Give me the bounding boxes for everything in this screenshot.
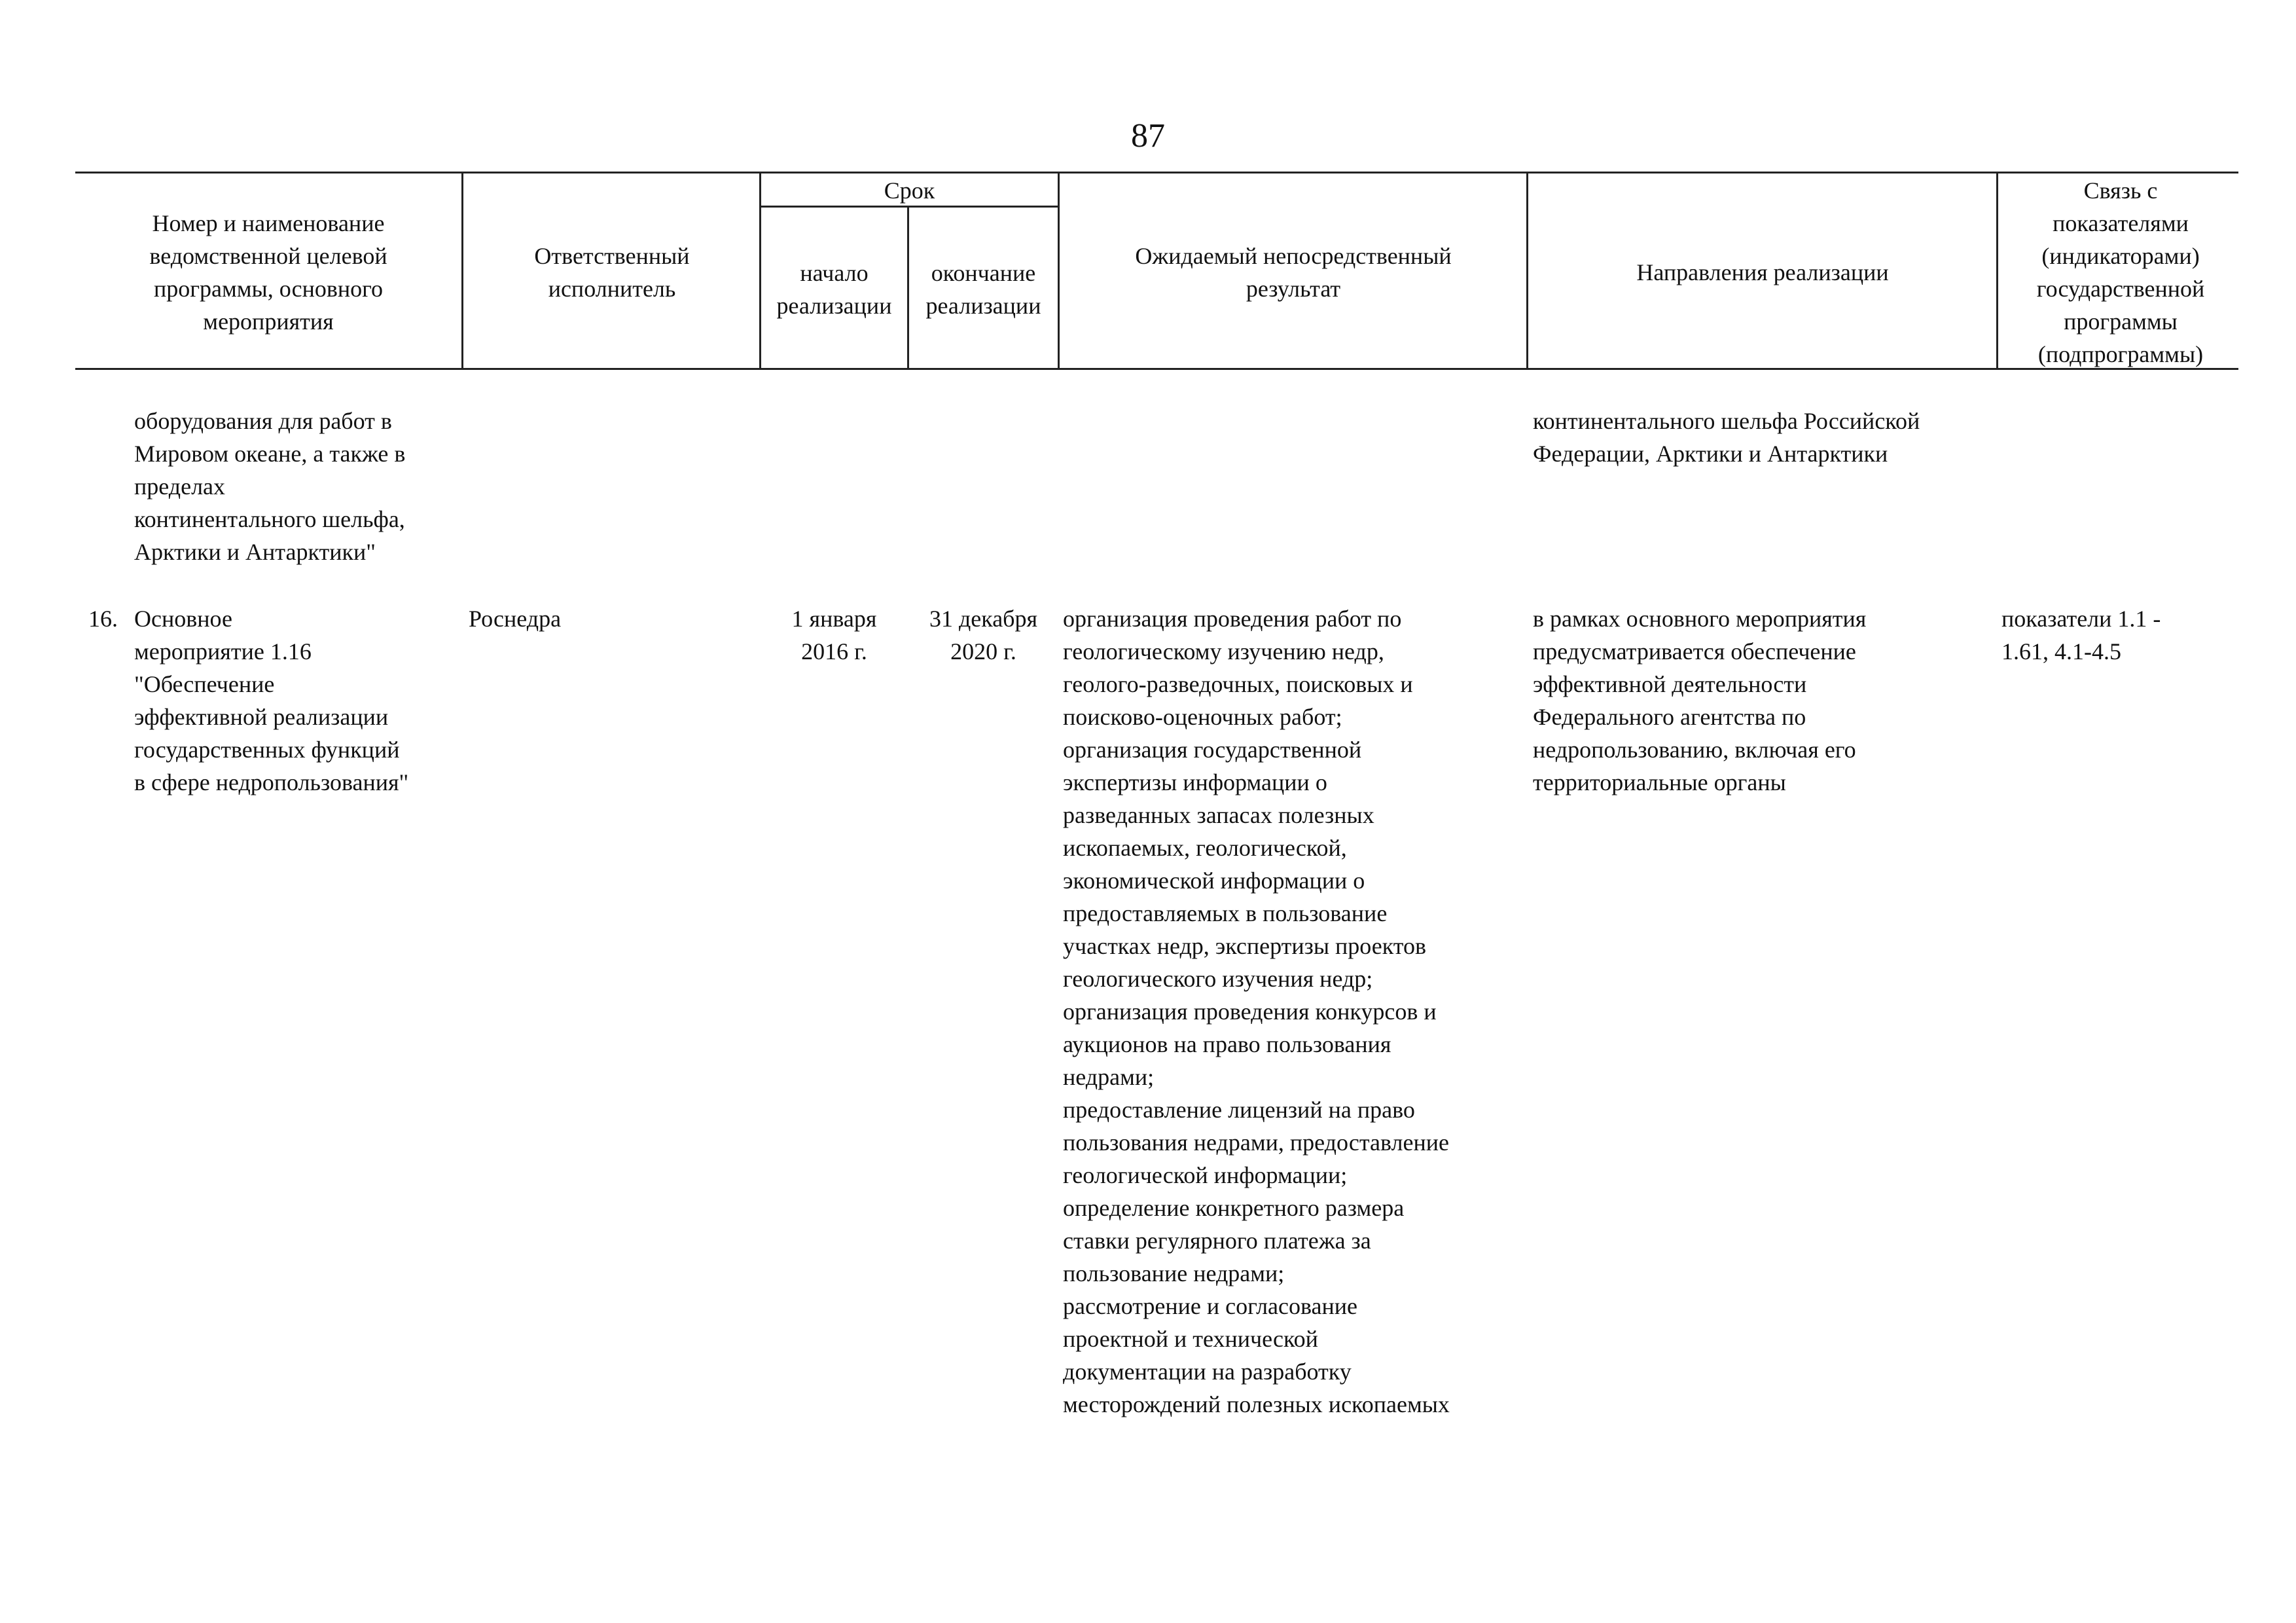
column-divider-5 [1526, 172, 1528, 368]
continuation-program-name: оборудования для работ в Мировом океане, а также в пределах континентального шельфа, Арктики и Антарктики" [134, 408, 406, 565]
row-expected-result: организация проведения работ по геологическому изучению недр, геолого-разведочных, поисковых и поисково-оценочных работ; организация государственной экспертизы информации о разведанных запасах полезных ископаемых, геологической, экономической информации о предоставляемых в пользование участках недр, экспертизы проектов геологического изучения недр; организация проведения конкурсов и аукционов на право пользования недрами; предоставление лицензий на право пользования недрами, предоставление геологической информации; определение конкретного размера ставки регулярного платежа за пользование недрами; рассмотрение и согласование проектной и технической документации на разработку месторождений полезных ископаемых [1063, 606, 1450, 1417]
continuation-direction: континентального шельфа Российской Федерации, Арктики и Антарктики [1533, 408, 1920, 467]
column-divider-1 [461, 172, 463, 368]
header-indicators-link: Связь с показателями (индикаторами) государственной программы (подпрограммы) [2036, 177, 2205, 367]
header-directions: Направления реализации [1636, 259, 1889, 285]
row-start-date: 1 января 2016 г. [791, 606, 877, 665]
page-number: 87 [1131, 117, 1165, 155]
row-indicators: показатели 1.1 - 1.61, 4.1-4.5 [2001, 606, 2161, 665]
row-directions: в рамках основного мероприятия предусматривается обеспечение эффективной деятельности Федерального агентства по недропользованию, включая его территориальные органы [1533, 606, 1867, 795]
row-executor: Роснедра [469, 606, 562, 632]
header-expected-result: Ожидаемый непосредственный результат [1135, 243, 1452, 302]
row-end-date: 31 декабря 2020 г. [929, 606, 1038, 665]
row-number: 16. [88, 606, 118, 632]
header-program-name: Номер и наименование ведомственной целевой программы, основного мероприятия [149, 210, 387, 335]
table-top-border [75, 172, 2238, 173]
column-divider-6 [1996, 172, 1998, 368]
header-end: окончание реализации [925, 260, 1041, 319]
header-start: начало реализации [776, 260, 892, 319]
table-header-bottom-border [75, 368, 2238, 370]
header-srok: Срок [884, 177, 935, 204]
header-executor: Ответственный исполнитель [534, 243, 690, 302]
column-divider-4 [1058, 172, 1060, 368]
row-program-name: Основное мероприятие 1.16 "Обеспечение эффективной реализации государственных функций в сфере недропользования" [134, 606, 409, 795]
